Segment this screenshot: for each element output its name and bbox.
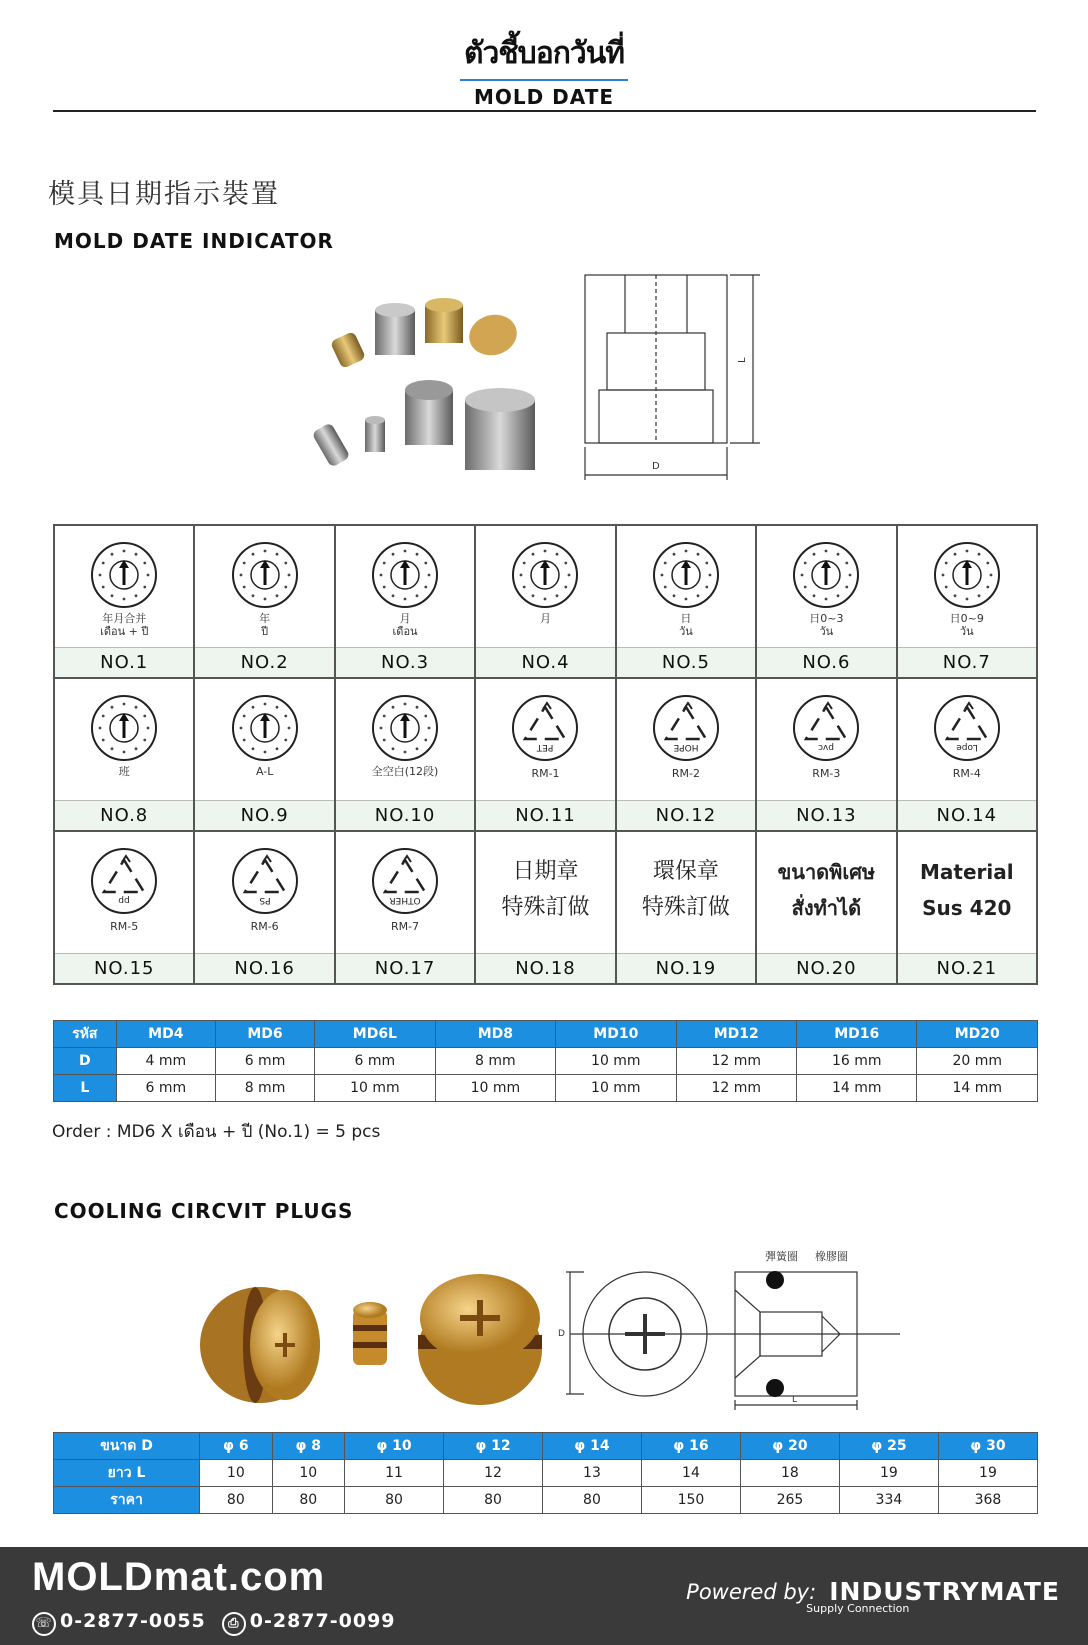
powered-by-label: Powered by: xyxy=(686,1579,817,1604)
indicator-caption: 月 xyxy=(399,612,411,625)
date-dial-icon xyxy=(89,693,159,763)
table-cell: 12 mm xyxy=(676,1048,796,1075)
indicator-special-text xyxy=(476,854,614,926)
indicator-caption: RM-6 xyxy=(250,920,279,933)
indicator-number: NO.14 xyxy=(898,800,1036,830)
recycle-stamp-icon xyxy=(370,846,440,916)
spring-ring-label: 彈簧圈 xyxy=(765,1250,798,1263)
table-cell: 10 xyxy=(272,1460,344,1487)
table-cell: 19 xyxy=(938,1460,1037,1487)
table-cell: 14 mm xyxy=(917,1075,1038,1102)
table-cell: 10 mm xyxy=(556,1075,676,1102)
header-divider xyxy=(53,110,1036,112)
indicator-cell xyxy=(898,679,1038,832)
svg-text:OTHER: OTHER xyxy=(389,895,421,905)
recycle-stamp-icon xyxy=(932,693,1002,763)
table-header-cell: φ 6 xyxy=(200,1433,272,1460)
table-row-header: L xyxy=(54,1075,117,1102)
indicator-number: NO.4 xyxy=(476,647,614,677)
mold-date-indicator-photo xyxy=(310,300,570,500)
industrymate-logo[interactable]: INDUSTRYMATE xyxy=(829,1577,1060,1606)
plug-table-row-length xyxy=(54,1460,1038,1487)
table-header-cell: MD20 xyxy=(917,1021,1038,1048)
size-table-row-l xyxy=(54,1075,1038,1102)
table-cell: 14 mm xyxy=(797,1075,917,1102)
indicator-cell xyxy=(617,832,757,985)
table-header-cell: φ 20 xyxy=(740,1433,839,1460)
recycle-stamp-icon xyxy=(89,846,159,916)
table-cell: 265 xyxy=(740,1487,839,1514)
table-header-cell: MD8 xyxy=(435,1021,555,1048)
indicator-cell xyxy=(476,526,616,679)
indicator-caption: RM-1 xyxy=(531,767,560,780)
recycle-stamp-icon xyxy=(651,693,721,763)
indicator-number: NO.13 xyxy=(757,800,895,830)
table-header-cell: MD16 xyxy=(797,1021,917,1048)
svg-text:Lope: Lope xyxy=(955,742,978,752)
section-title-chinese: 模具日期指示裝置 xyxy=(48,179,280,210)
table-header-cell: ขนาด D xyxy=(54,1433,200,1460)
recycle-stamp-icon xyxy=(791,693,861,763)
svg-text:PS: PS xyxy=(259,895,271,905)
indicator-cell xyxy=(757,832,897,985)
rubber-ring-label: 橡膠圈 xyxy=(815,1250,848,1263)
table-cell: 14 xyxy=(641,1460,740,1487)
indicator-number: NO.11 xyxy=(476,800,614,830)
indicator-caption-thai: เดือน xyxy=(392,625,418,638)
indicator-caption: 日0~3 xyxy=(809,612,844,625)
size-table xyxy=(53,1020,1038,1102)
indicator-number: NO.17 xyxy=(336,953,474,983)
date-dial-icon xyxy=(370,540,440,610)
table-row-header: ยาว L xyxy=(54,1460,200,1487)
indicator-cell xyxy=(336,526,476,679)
footer xyxy=(0,1547,1088,1645)
date-dial-icon xyxy=(651,540,721,610)
indicator-text-line1: Material xyxy=(919,860,1014,884)
table-header-cell: MD12 xyxy=(676,1021,796,1048)
indicator-caption: RM-7 xyxy=(391,920,420,933)
table-cell: 4 mm xyxy=(116,1048,215,1075)
indicator-cell xyxy=(195,526,335,679)
indicator-number: NO.12 xyxy=(617,800,755,830)
table-cell: 80 xyxy=(443,1487,542,1514)
indicator-cell xyxy=(617,679,757,832)
indicator-number: NO.1 xyxy=(55,647,193,677)
table-cell: 20 mm xyxy=(917,1048,1038,1075)
table-header-cell: MD10 xyxy=(556,1021,676,1048)
table-cell: 10 mm xyxy=(435,1075,555,1102)
indicator-text-line1: ขนาดพิเศษ xyxy=(777,860,876,884)
indicator-caption-thai: วัน xyxy=(679,625,693,638)
indicator-grid xyxy=(53,524,1038,985)
section-title-mold-date-indicator: MOLD DATE INDICATOR xyxy=(54,229,334,253)
indicator-cell xyxy=(898,832,1038,985)
indicator-number: NO.6 xyxy=(757,647,895,677)
plug-table-row-price xyxy=(54,1487,1038,1514)
indicator-caption: A-L xyxy=(255,765,274,778)
page-title-thai: ตัวชี้บอกวันที่ xyxy=(460,30,628,81)
footer-brand[interactable]: MOLDmat.com xyxy=(32,1555,326,1599)
table-cell: 80 xyxy=(200,1487,272,1514)
indicator-cell xyxy=(898,526,1038,679)
indicator-number: NO.21 xyxy=(898,953,1036,983)
cooling-plug-drawing xyxy=(558,1250,910,1410)
page-header xyxy=(0,30,1088,109)
indicator-cell xyxy=(336,679,476,832)
indicator-caption: 班 xyxy=(118,765,130,778)
table-cell: 6 mm xyxy=(215,1048,314,1075)
indicator-cell xyxy=(55,832,195,985)
indicator-cell xyxy=(336,832,476,985)
svg-text:HOPE: HOPE xyxy=(673,742,699,752)
page-title-english: MOLD DATE xyxy=(473,85,615,109)
indicator-number: NO.7 xyxy=(898,647,1036,677)
table-header-cell: φ 14 xyxy=(542,1433,641,1460)
date-dial-icon xyxy=(89,540,159,610)
indicator-number: NO.19 xyxy=(617,953,755,983)
indicator-text-line2: Sus 420 xyxy=(922,896,1012,920)
indicator-text-line2: สั่งทำได้ xyxy=(791,896,862,920)
table-cell: 150 xyxy=(641,1487,740,1514)
fax-icon: ⎙ xyxy=(222,1612,246,1636)
indicator-cell xyxy=(55,679,195,832)
indicator-number: NO.18 xyxy=(476,953,614,983)
indicator-caption-thai: ปี xyxy=(261,625,269,638)
indicator-number: NO.3 xyxy=(336,647,474,677)
table-cell: 80 xyxy=(542,1487,641,1514)
plug-table-header xyxy=(54,1433,1038,1460)
indicator-text-line2: 特殊訂做 xyxy=(501,895,590,920)
indicator-special-text xyxy=(898,854,1036,926)
date-dial-icon xyxy=(510,540,580,610)
table-header-cell: MD6L xyxy=(315,1021,435,1048)
table-header-cell: MD4 xyxy=(116,1021,215,1048)
footer-contacts xyxy=(32,1610,396,1636)
indicator-cell xyxy=(757,679,897,832)
size-table-row-d xyxy=(54,1048,1038,1075)
date-dial-icon xyxy=(791,540,861,610)
recycle-stamp-icon xyxy=(230,846,300,916)
table-cell: 8 mm xyxy=(215,1075,314,1102)
table-header-cell: φ 12 xyxy=(443,1433,542,1460)
indicator-number: NO.20 xyxy=(757,953,895,983)
table-cell: 6 mm xyxy=(315,1048,435,1075)
svg-text:PET: PET xyxy=(537,742,554,752)
cooling-plug-photo xyxy=(195,1270,555,1410)
date-dial-icon xyxy=(370,693,440,763)
plug-drawing-d-label: D xyxy=(558,1329,565,1339)
indicator-caption: 日0~9 xyxy=(949,612,984,625)
indicator-cell xyxy=(757,526,897,679)
table-cell: 13 xyxy=(542,1460,641,1487)
plug-drawing-l-label: L xyxy=(792,1395,798,1405)
section-title-cooling-plugs: COOLING CIRCVIT PLUGS xyxy=(54,1199,354,1223)
table-cell: 10 mm xyxy=(315,1075,435,1102)
indicator-text-line1: 環保章 xyxy=(652,859,719,884)
powered-by xyxy=(686,1577,1060,1615)
cooling-plug-table xyxy=(53,1432,1038,1514)
date-dial-icon xyxy=(230,693,300,763)
table-cell: 16 mm xyxy=(797,1048,917,1075)
indicator-text-line1: 日期章 xyxy=(512,859,579,884)
recycle-stamp-icon xyxy=(510,693,580,763)
table-cell: 80 xyxy=(345,1487,444,1514)
indicator-number: NO.5 xyxy=(617,647,755,677)
indicator-cell xyxy=(476,679,616,832)
industrymate-tagline: Supply Connection xyxy=(806,1602,910,1615)
order-example: Order : MD6 X เดือน + ปี (No.1) = 5 pcs xyxy=(52,1122,381,1142)
drawing-d-label: D xyxy=(652,461,660,472)
table-header-cell: φ 8 xyxy=(272,1433,344,1460)
indicator-number: NO.8 xyxy=(55,800,193,830)
phone-icon: ☏ xyxy=(32,1612,56,1636)
indicator-text-line2: 特殊訂做 xyxy=(641,895,730,920)
indicator-caption-thai: วัน xyxy=(819,625,834,638)
indicator-special-text xyxy=(617,854,755,926)
table-header-cell: รหัส xyxy=(54,1021,117,1048)
table-cell: 368 xyxy=(938,1487,1037,1514)
indicator-cell xyxy=(195,832,335,985)
indicator-caption-thai: วัน xyxy=(959,625,974,638)
svg-text:pvc: pvc xyxy=(818,742,835,752)
indicator-number: NO.16 xyxy=(195,953,333,983)
indicator-cell xyxy=(476,832,616,985)
indicator-caption: 年 xyxy=(259,612,271,625)
indicator-caption: RM-5 xyxy=(110,920,139,933)
indicator-special-text xyxy=(757,854,895,926)
mold-date-indicator-drawing xyxy=(585,275,785,500)
indicator-caption: RM-2 xyxy=(671,767,700,780)
indicator-cell xyxy=(195,679,335,832)
table-header-cell: MD6 xyxy=(215,1021,314,1048)
table-cell: 18 xyxy=(740,1460,839,1487)
date-dial-icon xyxy=(932,540,1002,610)
svg-text:pp: pp xyxy=(118,895,130,905)
size-table-header xyxy=(54,1021,1038,1048)
drawing-l-label: L xyxy=(737,357,748,363)
indicator-number: NO.9 xyxy=(195,800,333,830)
table-cell: 12 mm xyxy=(676,1075,796,1102)
footer-phone[interactable]: 0-2877-0055 xyxy=(60,1610,206,1632)
indicator-caption: 年月合并 xyxy=(102,612,147,625)
footer-fax[interactable]: 0-2877-0099 xyxy=(249,1610,396,1632)
indicator-caption: RM-4 xyxy=(952,767,981,780)
indicator-cell xyxy=(617,526,757,679)
table-header-cell: φ 10 xyxy=(345,1433,444,1460)
indicator-caption: 日 xyxy=(680,612,692,625)
table-cell: 334 xyxy=(839,1487,938,1514)
table-header-cell: φ 16 xyxy=(641,1433,740,1460)
indicator-caption-thai: เดือน + ปี xyxy=(100,625,149,638)
table-cell: 80 xyxy=(272,1487,344,1514)
table-cell: 11 xyxy=(345,1460,444,1487)
table-cell: 6 mm xyxy=(116,1075,215,1102)
table-header-cell: φ 25 xyxy=(839,1433,938,1460)
table-header-cell: φ 30 xyxy=(938,1433,1037,1460)
table-cell: 8 mm xyxy=(435,1048,555,1075)
table-cell: 19 xyxy=(839,1460,938,1487)
table-cell: 10 mm xyxy=(556,1048,676,1075)
indicator-number: NO.2 xyxy=(195,647,333,677)
indicator-caption: 全空白(12段) xyxy=(371,765,439,778)
indicator-caption: 月 xyxy=(539,612,551,625)
indicator-cell xyxy=(55,526,195,679)
table-row-header: D xyxy=(54,1048,117,1075)
date-dial-icon xyxy=(230,540,300,610)
indicator-number: NO.10 xyxy=(336,800,474,830)
table-row-header: ราคา xyxy=(54,1487,200,1514)
table-cell: 10 xyxy=(200,1460,272,1487)
indicator-caption: RM-3 xyxy=(812,767,841,780)
table-cell: 12 xyxy=(443,1460,542,1487)
indicator-number: NO.15 xyxy=(55,953,193,983)
